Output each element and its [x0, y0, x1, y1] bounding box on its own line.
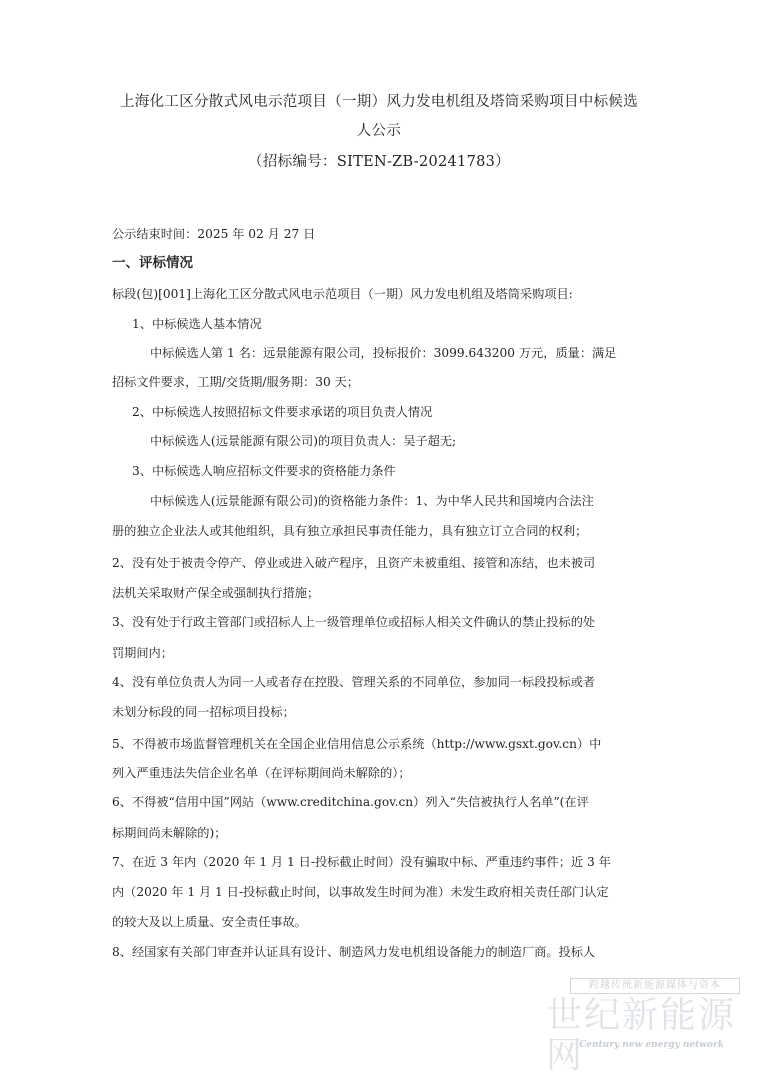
subsection-1-title: 1、中标候选人基本情况 — [132, 317, 262, 331]
document-title — [100, 88, 658, 146]
subsection-2-title: 2、中标候选人按照招标文件要求承诺的项目负责人情况 — [132, 405, 433, 419]
item-3-line-a: 3、没有处于行政主管部门或招标人上一级管理单位或招标人相关文件确认的禁止投标的处 — [112, 615, 596, 629]
watermark-brand-en: Century new energy network — [579, 1040, 724, 1050]
item-7-line-b: 内（2020 年 1 月 1 日-投标截止时间，以事故发生时间为准）未发生政府相关责任部门认定 — [112, 885, 609, 899]
item-6-line-a: 6、不得被“信用中国”网站（www.creditchina.gov.cn）列入“失信被执行人名单”(在评 — [112, 795, 589, 809]
subsection-3-title: 3、中标候选人响应招标文件要求的资格能力条件 — [132, 464, 396, 478]
bid-number: （招标编号：SITEN-ZB-20241783） — [248, 154, 510, 170]
item-4-line-b: 未划分标段的同一招标项目投标； — [112, 705, 295, 719]
watermark-tagline: 跨越传统新能源媒体与资本 — [570, 978, 740, 994]
subsection-1-text-b: 招标文件要求，工期/交货期/服务期：30 天； — [112, 375, 359, 389]
section-heading-evaluation: 一、评标情况 — [112, 255, 193, 271]
watermark-logo — [546, 974, 746, 1076]
subsection-3-text-b: 册的独立企业法人或其他组织，具有独立承担民事责任能力，具有独立订立合同的权利； — [112, 524, 588, 538]
item-8-line-a: 8、经国家有关部门审查并认证具有设计、制造风力发电机组设备能力的制造厂商。投标人 — [112, 945, 596, 959]
title-line-2: 人公示 — [356, 123, 402, 139]
item-7-line-a: 7、在近 3 年内（2020 年 1 月 1 日-投标截止时间）没有骗取中标、严重违约事件；近 3 年 — [112, 855, 611, 869]
title-line-1: 上海化工区分散式风电示范项目（一期）风力发电机组及塔筒采购项目中标候选 — [120, 94, 638, 110]
notice-end-time: 公示结束时间：2025 年 02 月 27 日 — [112, 227, 316, 241]
lot-description: 标段(包)[001]上海化工区分散式风电示范项目（一期）风力发电机组及塔筒采购项目: — [112, 287, 573, 301]
item-6-line-b: 标期间尚未解除的)； — [112, 826, 227, 840]
item-4-line-a: 4、没有单位负责人为同一人或者存在控股、管理关系的不同单位，参加同一标段投标或者 — [112, 675, 596, 689]
watermark-brand: 世纪新能源网 — [546, 995, 737, 1076]
item-2-line-b: 法机关采取财产保全或强制执行措施； — [112, 586, 320, 600]
item-3-line-b: 罚期间内； — [112, 646, 173, 660]
item-5-line-b: 列入严重违法失信企业名单（在评标期间尚未解除的）； — [112, 766, 411, 780]
subsection-3-text-a: 中标候选人(远景能源有限公司)的资格能力条件：1、为中华人民共和国境内合法注 — [150, 494, 594, 508]
subsection-2-text: 中标候选人(远景能源有限公司)的项目负责人：吴子超无; — [150, 434, 457, 448]
item-2-line-a: 2、没有处于被责令停产、停业或进入破产程序，且资产未被重组、接管和冻结，也未被司 — [112, 556, 596, 570]
item-7-line-c: 的较大及以上质量、安全责任事故。 — [112, 915, 307, 929]
item-5-line-a: 5、不得被市场监督管理机关在全国企业信用信息公示系统（http://www.gsxt.gov.cn）中 — [112, 737, 602, 751]
subsection-1-text-a: 中标候选人第 1 名：远景能源有限公司，投标报价：3099.643200 万元，质量：满足 — [150, 346, 617, 360]
